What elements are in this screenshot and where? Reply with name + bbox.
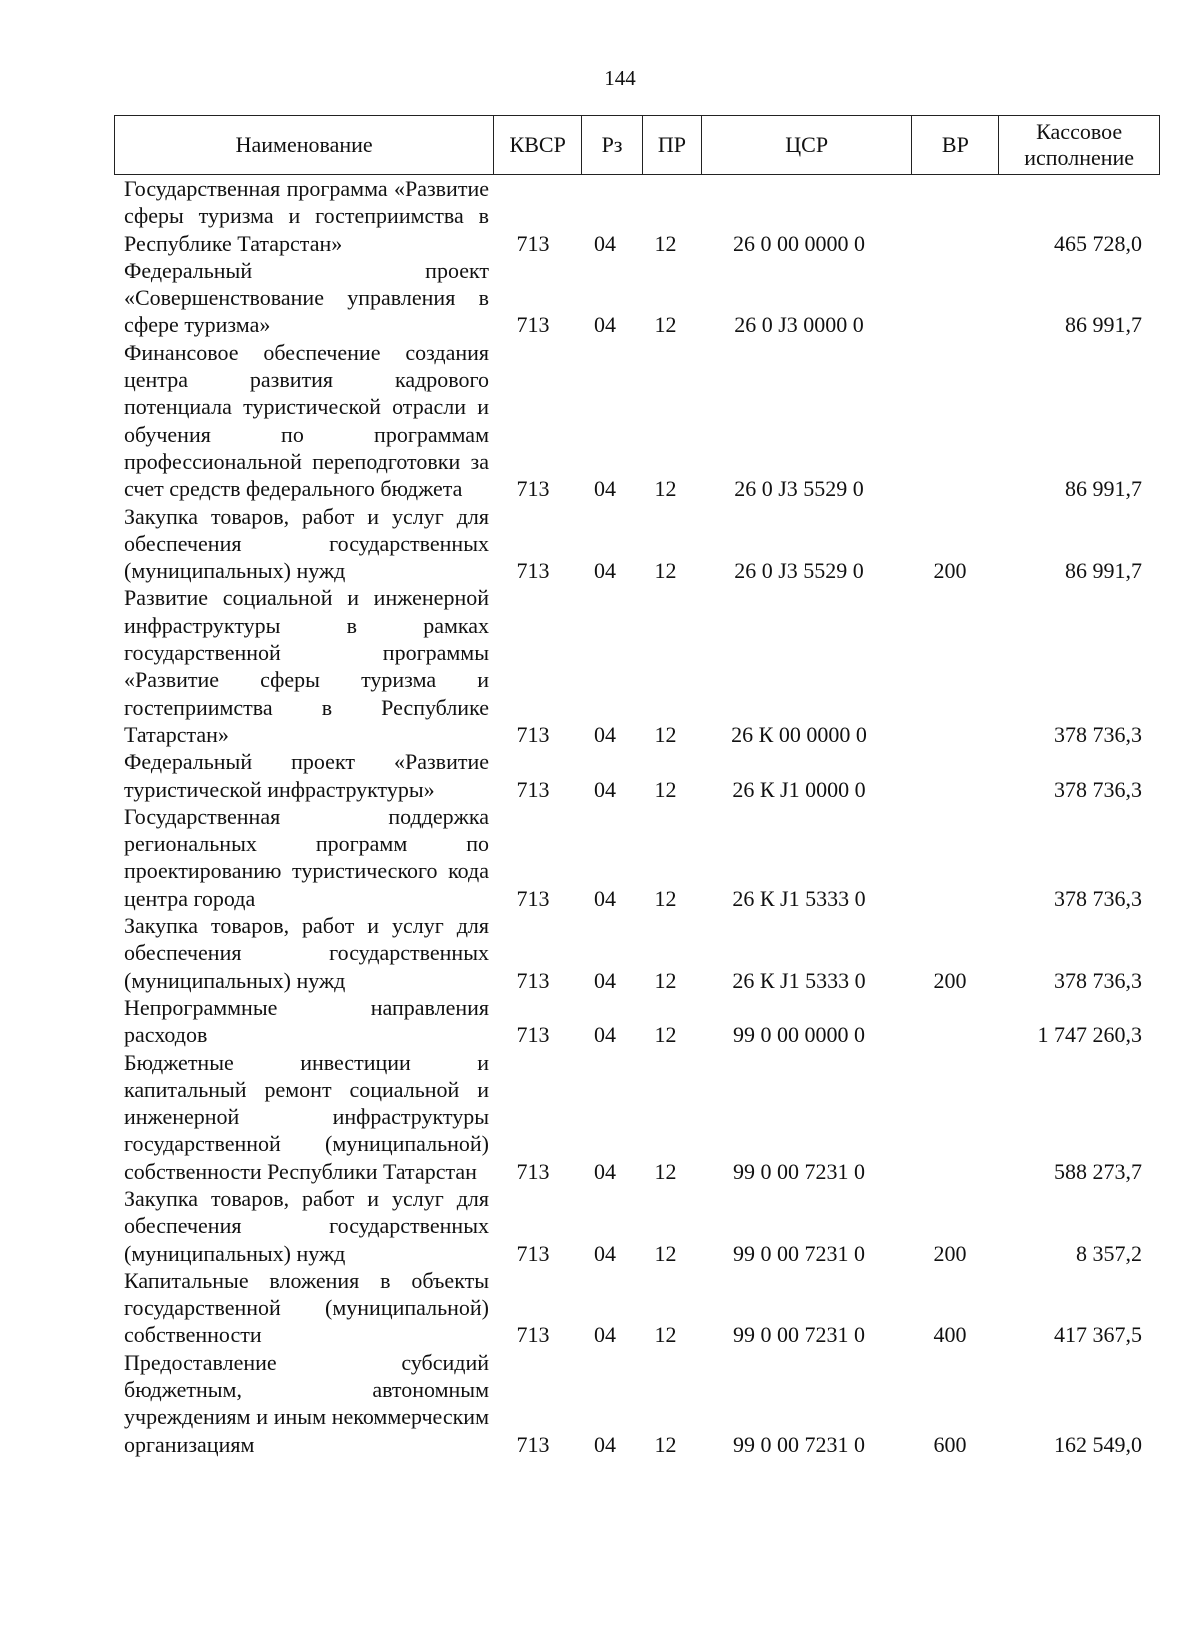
row-pr: 12 <box>654 476 677 502</box>
row-vr: 200 <box>933 558 967 584</box>
row-rz: 04 <box>594 558 616 584</box>
row-name: Федеральный проект «Совершенствование управления в сфере туризма» <box>124 257 489 338</box>
row-rz: 04 <box>594 476 616 502</box>
row-rz: 04 <box>594 312 616 338</box>
row-kvsr: 713 <box>516 312 550 338</box>
row-csr: 99 0 00 7231 0 <box>733 1240 865 1266</box>
row-sum: 588 273,7 <box>1054 1158 1142 1184</box>
row-kvsr: 713 <box>516 1240 550 1266</box>
row-csr: 26 К J1 0000 0 <box>732 776 866 802</box>
row-kvsr: 713 <box>516 721 550 747</box>
row-name: Государственная программа «Развитие сферы туризма и гостеприимства в Республике Татарстан» <box>124 176 489 256</box>
row-kvsr: 713 <box>516 230 550 256</box>
row-sum: 86 991,7 <box>1065 312 1142 338</box>
row-csr: 99 0 00 7231 0 <box>733 1431 865 1457</box>
table-row <box>114 1185 1160 1267</box>
row-vr: 400 <box>933 1322 967 1348</box>
row-name: Федеральный проект «Развитие туристической инфраструктуры» <box>124 749 489 802</box>
row-csr: 99 0 00 7231 0 <box>733 1322 865 1348</box>
row-pr: 12 <box>654 1322 677 1348</box>
row-csr: 99 0 00 7231 0 <box>733 1158 865 1184</box>
table-row <box>114 1349 1160 1458</box>
header-rz: Рз <box>581 116 642 174</box>
row-name: Предоставление субсидий бюджетным, автономным учреждениям и иным некоммерческим организациям <box>124 1349 489 1457</box>
table-header <box>114 115 1160 175</box>
row-sum: 378 736,3 <box>1054 967 1142 993</box>
table-row <box>114 175 1160 257</box>
row-rz: 04 <box>594 1322 616 1348</box>
row-sum: 86 991,7 <box>1065 558 1142 584</box>
row-rz: 04 <box>594 230 616 256</box>
row-rz: 04 <box>594 721 616 747</box>
row-pr: 12 <box>654 558 677 584</box>
row-name: Капитальные вложения в объекты государственной (муниципальной) собственности <box>124 1267 489 1348</box>
header-csr: ЦСР <box>701 116 912 174</box>
row-sum: 465 728,0 <box>1054 230 1142 256</box>
row-csr: 26 К 00 0000 0 <box>731 721 867 747</box>
row-sum: 378 736,3 <box>1054 885 1142 911</box>
row-kvsr: 713 <box>516 476 550 502</box>
header-vr: ВР <box>911 116 998 174</box>
table-row <box>114 1049 1160 1185</box>
row-pr: 12 <box>654 230 677 256</box>
row-rz: 04 <box>594 1158 616 1184</box>
row-sum: 378 736,3 <box>1054 776 1142 802</box>
row-kvsr: 713 <box>516 1158 550 1184</box>
row-name: Государственная поддержка региональных программ по проектированию туристического кода центра города <box>124 803 489 911</box>
row-pr: 12 <box>654 1158 677 1184</box>
row-name: Бюджетные инвестиции и капитальный ремонт социальной и инженерной инфраструктуры государственной (муниципальной) собственности Республики Татарстан <box>124 1049 489 1184</box>
row-kvsr: 713 <box>516 558 550 584</box>
header-sum: Кассовое исполнение <box>998 116 1159 174</box>
row-name: Закупка товаров, работ и услуг для обеспечения государственных (муниципальных) нужд <box>124 913 489 993</box>
row-kvsr: 713 <box>516 1322 550 1348</box>
row-pr: 12 <box>654 967 677 993</box>
table-row <box>114 1267 1160 1349</box>
row-kvsr: 713 <box>516 885 550 911</box>
row-vr: 200 <box>933 1240 967 1266</box>
row-name: Закупка товаров, работ и услуг для обеспечения государственных (муниципальных) нужд <box>124 503 489 584</box>
row-vr: 200 <box>933 967 967 993</box>
row-csr: 26 К J1 5333 0 <box>732 967 866 993</box>
row-pr: 12 <box>654 1022 677 1048</box>
row-csr: 26 0 J3 0000 0 <box>734 312 864 338</box>
row-rz: 04 <box>594 885 616 911</box>
row-sum: 86 991,7 <box>1065 476 1142 502</box>
row-pr: 12 <box>654 1240 677 1266</box>
row-rz: 04 <box>594 1022 616 1048</box>
row-csr: 26 0 J3 5529 0 <box>734 476 864 502</box>
row-kvsr: 713 <box>516 1431 550 1457</box>
header-kvsr: КВСР <box>493 116 581 174</box>
row-pr: 12 <box>654 776 677 802</box>
row-kvsr: 713 <box>516 776 550 802</box>
row-vr: 600 <box>933 1431 967 1457</box>
table-row <box>114 584 1160 748</box>
row-sum: 417 367,5 <box>1054 1322 1142 1348</box>
row-sum: 162 549,0 <box>1054 1431 1142 1457</box>
row-kvsr: 713 <box>516 1022 550 1048</box>
table-row <box>114 339 1160 503</box>
page-number: 144 <box>604 66 636 90</box>
row-csr: 26 0 J3 5529 0 <box>734 558 864 584</box>
row-pr: 12 <box>654 721 677 747</box>
row-kvsr: 713 <box>516 967 550 993</box>
row-rz: 04 <box>594 776 616 802</box>
row-name: Финансовое обеспечение создания центра развития кадрового потенциала туристической отрасли и обучения по программам профессиональной переподготовки за счет средств федерального бюджета <box>124 339 489 502</box>
table-row <box>114 994 1160 1049</box>
table-body <box>114 175 1160 1458</box>
row-sum: 1 747 260,3 <box>1037 1022 1142 1048</box>
row-name: Развитие социальной и инженерной инфраструктуры в рамках государственной программы «Развитие сферы туризма и гостеприимства в Республике Татарстан» <box>124 585 489 747</box>
header-name: Наименование <box>235 132 373 157</box>
row-pr: 12 <box>654 1431 677 1457</box>
table-row <box>114 803 1160 912</box>
row-csr: 26 К J1 5333 0 <box>732 885 866 911</box>
row-rz: 04 <box>594 1240 616 1266</box>
row-pr: 12 <box>654 885 677 911</box>
table-row <box>114 503 1160 585</box>
row-csr: 26 0 00 0000 0 <box>733 230 865 256</box>
row-sum: 8 357,2 <box>1076 1240 1142 1266</box>
table-row <box>114 257 1160 339</box>
table-row <box>114 748 1160 803</box>
row-csr: 99 0 00 0000 0 <box>733 1022 865 1048</box>
row-sum: 378 736,3 <box>1054 721 1142 747</box>
row-rz: 04 <box>594 1431 616 1457</box>
row-pr: 12 <box>654 312 677 338</box>
table-row <box>114 912 1160 994</box>
header-pr: ПР <box>642 116 701 174</box>
row-name: Непрограммные направления расходов <box>124 994 489 1048</box>
row-name: Закупка товаров, работ и услуг для обеспечения государственных (муниципальных) нужд <box>124 1185 489 1266</box>
budget-table <box>114 115 1160 1458</box>
row-rz: 04 <box>594 967 616 993</box>
